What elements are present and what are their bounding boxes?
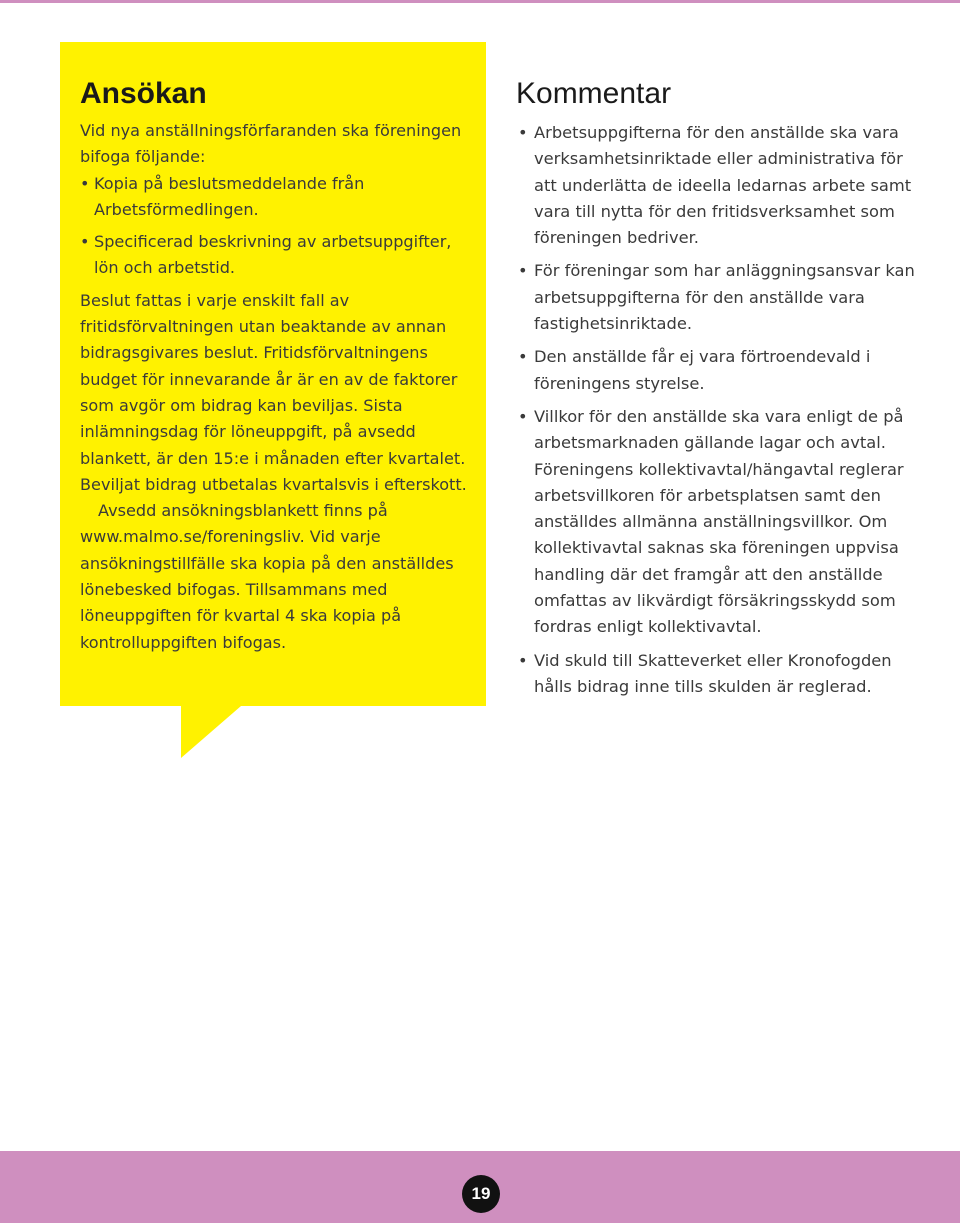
ansokan-closing: www.malmo.se/foreningsliv. Vid varje ansökningstillfälle ska kopia på den anställdes lönebesked bifogas. Tillsammans med löneuppgiften för kvartal 4 ska kopia på kontrolluppgiften bifogas. bbox=[80, 527, 454, 652]
kommentar-section bbox=[516, 74, 916, 707]
ansokan-bullet-list bbox=[80, 171, 475, 282]
ansokan-intro: Vid nya anställningsförfaranden ska föreningen bifoga följande: bbox=[80, 121, 462, 167]
kommentar-bullet-list bbox=[516, 120, 916, 700]
top-rule bbox=[0, 0, 960, 3]
list-item: • Vid skuld till Skatteverket eller Kronofogden hålls bidrag inne tills skulden är reglerad. bbox=[516, 648, 916, 701]
ansokan-section bbox=[80, 74, 475, 656]
list-item: • Kopia på beslutsmeddelande från Arbetsförmedlingen. bbox=[80, 171, 475, 224]
kommentar-title: Kommentar bbox=[516, 77, 672, 110]
list-item: • Den anställde får ej vara förtroendevald i föreningens styrelse. bbox=[516, 344, 916, 397]
ansokan-title: Ansökan bbox=[80, 77, 207, 110]
list-item: • Specificerad beskrivning av arbetsuppgifter, lön och arbetstid. bbox=[80, 229, 475, 282]
speech-bubble-tail bbox=[181, 706, 241, 758]
ansokan-body: Beslut fattas i varje enskilt fall av fritidsförvaltningen utan beaktande av annan bidragsgivares beslut. Fritidsförvaltningens budget för innevarande år är en av de faktorer som avgör om bidrag kan beviljas. Sista inlämningsdag för löneuppgift, på avsedd blankett, är den 15:e i månaden efter kvartalet. Beviljat bidrag utbetalas kvartalsvis i efterskott. bbox=[80, 290, 467, 494]
list-item: • Arbetsuppgifterna för den anställde ska vara verksamhetsinriktade eller administrativa för att underlätta de ideella ledarnas arbete samt vara till nytta för den fritidsverksamhet som föreningen bedriver. bbox=[516, 120, 916, 251]
list-item: • Villkor för den anställde ska vara enligt de på arbetsmarknaden gällande lagar och avtal. Föreningens kollektivavtal/hängavtal reglerar arbetsvillkoren för arbetsplatsen samt den anställdes allmänna anställningsvillkor. Om kollektivavtal saknas ska föreningen uppvisa handling där det framgår att den anställde omfattas av likvärdigt försäkringsskydd som fordras enligt kollektivavtal. bbox=[516, 404, 916, 641]
list-item: • För föreningar som har anläggningsansvar kan arbetsuppgifterna för den anställde vara fastighetsinriktade. bbox=[516, 258, 916, 337]
ansokan-form-line: Avsedd ansökningsblankett finns på bbox=[98, 501, 388, 521]
page-number: 19 bbox=[462, 1175, 500, 1213]
